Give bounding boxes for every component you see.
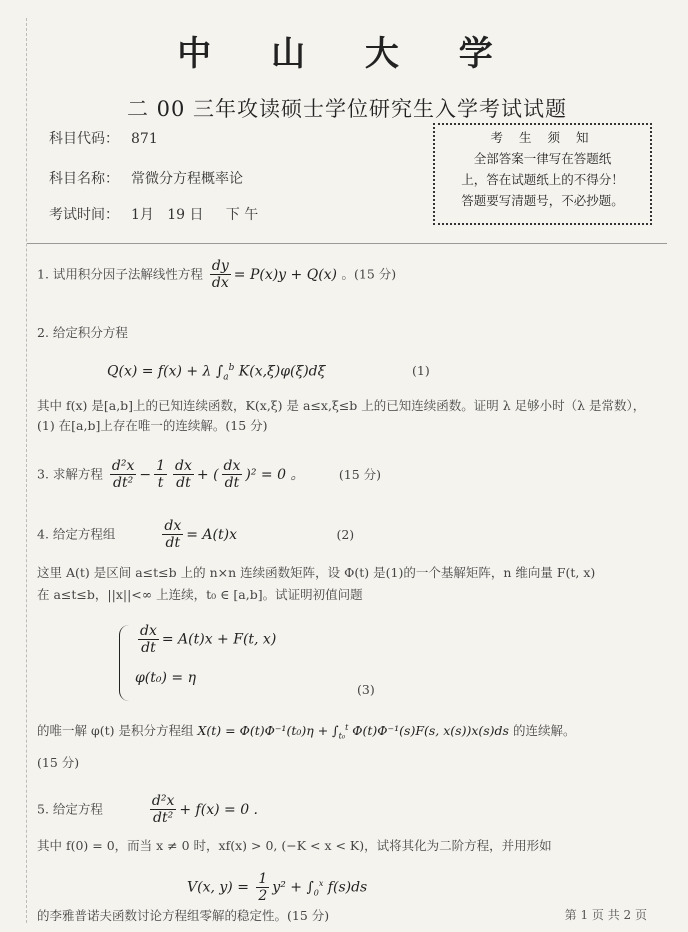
header-divider <box>27 243 667 244</box>
q4-system-eq-1: $\frac{dx}{dt}$ = A(t)x + F(t, x) <box>140 623 277 656</box>
q2-body: 其中 f(x) 是[a,b]上的已知连续函数，K(x,ξ) 是 a≤x,ξ≤b 上的已知连续函数。证明 λ 足够小时（λ 是常数），(1) 在[a,b]上存在唯一的连续解。(15 分) <box>37 398 646 433</box>
notice-line-1: 全部答案一律写在答题纸 <box>473 151 612 166</box>
notice-line-2: 上，答在试题纸上的不得分！ <box>461 172 624 187</box>
q5-equation: $\frac{\text{d²x}}{\text{dt²}}$ + f(x) = 0 . <box>151 793 258 826</box>
q3-equation: $\frac{\text{d²x}}{\text{dt²}}$ − $\frac{1}{t}$ $\frac{dx}{dt}$ + ( $\frac{dx}{dt}$ )² = 0 。 <box>111 458 309 491</box>
question-5 <box>37 793 657 826</box>
page-footer: 第 1 页 共 2 页 <box>564 908 647 922</box>
q1-score: 。(15 分) <box>341 266 397 282</box>
q4-integral-equation: $X(t) = \Phi(t)\Phi^{-1}(t_0)\eta + \int_{t_0}^t$ Φ(t)Φ⁻¹(s)F(s, x(s))x(s)ds <box>197 723 513 741</box>
q4-body-2: 在 a≤t≤b，||x||<∞ 上连续，t₀ ∈ [a,b]。试证明初值问题 <box>37 587 363 602</box>
q4-body-1: 这里 A(t) 是区间 a≤t≤b 上的 n×n 连续函数矩阵，设 Φ(t) 是(1)的一个基解矩阵，n 维向量 F(t, x) <box>37 565 596 580</box>
subject-name-label: 科目名称： <box>49 171 119 187</box>
q4-intro: 4. 给定方程组 <box>37 526 116 542</box>
subject-code: 871 <box>131 131 158 147</box>
question-4-intro-row <box>37 518 657 551</box>
q5-body: 其中 f(0) = 0，而当 x ≠ 0 时，xf(x) > 0, (−K < x < K)，试将其化为二阶方程，并用形如 <box>37 838 552 853</box>
subject-name: 常微分方程概率论 <box>131 171 243 187</box>
q3-score: (15 分) <box>338 466 382 482</box>
q5-intro: 5. 给定方程 <box>37 801 103 817</box>
university-title: 中 山 大 学 <box>177 34 517 74</box>
q5-lyapunov-function: V(x, y) = $\frac{1}{2}$ $y^2 + \int_0^x$ f(s)ds <box>187 871 368 904</box>
subject-code-label: 科目代码： <box>49 131 119 147</box>
notice-title: 考 生 须 知 <box>490 130 595 145</box>
exam-time-row <box>49 204 258 224</box>
q1-equation: $\frac{dy}{dx}$ = P(x)y + Q(x) <box>211 258 342 291</box>
question-1 <box>37 258 657 291</box>
q4-system-eq-2: φ(t₀) = η <box>135 670 196 686</box>
q3-text: 3. 求解方程 <box>37 466 103 482</box>
q4-eq-number: (2) <box>336 526 355 542</box>
q4-score: (15 分) <box>37 755 80 770</box>
q4-tail <box>37 718 657 747</box>
subject-name-row <box>49 168 243 188</box>
q4-tail-2: 的连续解。 <box>512 723 576 739</box>
notice-line-3: 答题要写清题号，不必抄题。 <box>461 193 624 208</box>
question-3 <box>37 458 657 491</box>
exam-title: 二 00 三年攻读硕士学位研究生入学考试试题 <box>126 97 568 121</box>
subject-code-row <box>49 128 158 148</box>
q4-tail-1: 的唯一解 φ(t) 是积分方程组 <box>37 723 194 739</box>
exam-time-label: 考试时间： <box>49 207 119 223</box>
left-brace <box>119 625 130 701</box>
q4-system-eq-number: (3) <box>357 682 375 697</box>
q4-system <box>135 623 295 703</box>
q4-equation: $\frac{dx}{dt}$ = A(t)x <box>164 518 242 551</box>
exam-time: 1月 19 日 下 午 <box>131 207 259 223</box>
question-2-intro: 2. 给定积分方程 <box>37 325 128 340</box>
q2-equation: Q(x) = f(x) + λ $\int_a^b$ K(x,ξ)φ(ξ)dξ <box>107 363 326 383</box>
q1-text: 1. 试用积分因子法解线性方程 <box>37 266 203 282</box>
q2-eq-number: (1) <box>412 363 430 378</box>
exam-page <box>26 18 667 923</box>
candidate-notice-box <box>433 123 652 225</box>
q5-tail: 的李雅普诺夫函数讨论方程组零解的稳定性。(15 分) <box>37 908 330 923</box>
